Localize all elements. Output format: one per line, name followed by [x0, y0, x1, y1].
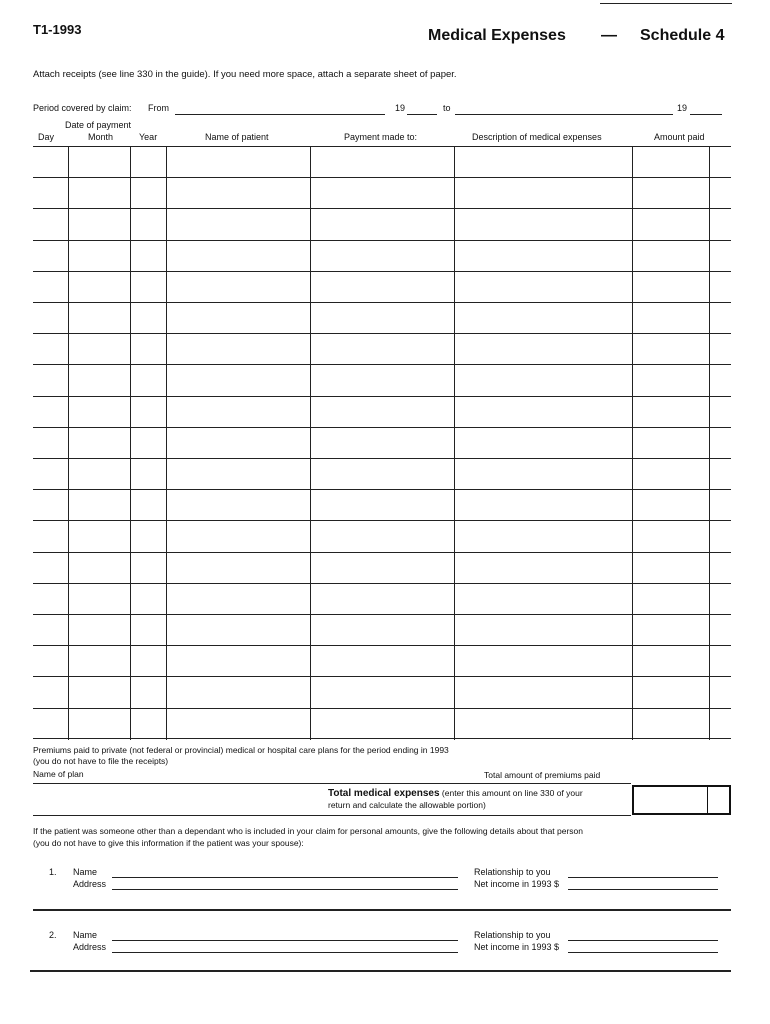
- table-row[interactable]: [33, 520, 731, 521]
- total-label-rest: (enter this amount on line 330 of your: [441, 788, 583, 798]
- table-row[interactable]: [33, 364, 731, 365]
- table-row[interactable]: [33, 458, 731, 459]
- table-column-divider: [310, 146, 311, 740]
- table-column-divider: [68, 146, 69, 740]
- attach-instructions: Attach receipts (see line 330 in the guide). If you need more space, attach a separate sheet of paper.: [33, 69, 457, 80]
- period-year2-field[interactable]: [690, 114, 722, 115]
- col-payee-header: Payment made to:: [344, 132, 418, 142]
- entry1-name-label: Name: [73, 867, 98, 877]
- bottom-rule: [30, 970, 731, 972]
- period-year2-label: 19: [677, 103, 688, 113]
- patient-info-line1: If the patient was someone other than a dependant who is included in your claim for personal amounts, give the following details about that person: [33, 826, 584, 836]
- table-row[interactable]: [33, 208, 731, 209]
- total-cents-divider: [707, 785, 708, 815]
- table-row[interactable]: [33, 396, 731, 397]
- entry2-address-field[interactable]: [112, 952, 458, 953]
- period-from-field[interactable]: [175, 114, 385, 115]
- name-of-plan-field[interactable]: [33, 783, 631, 784]
- table-column-divider: [454, 146, 455, 740]
- entry1-income-field[interactable]: [568, 889, 718, 890]
- col-day-header: Day: [38, 132, 55, 142]
- name-of-plan-label: Name of plan: [33, 769, 84, 779]
- top-rule: [600, 3, 732, 4]
- page-title: Medical Expenses: [428, 27, 566, 44]
- table-row[interactable]: [33, 427, 731, 428]
- total-rule: [33, 815, 631, 816]
- entry2-relationship-field[interactable]: [568, 940, 718, 941]
- entry1-number: 1.: [49, 867, 57, 877]
- table-row[interactable]: [33, 708, 731, 709]
- title-dash: —: [601, 27, 617, 44]
- date-of-payment-header: Date of payment: [65, 120, 132, 130]
- entry1-address-field[interactable]: [112, 889, 458, 890]
- table-column-divider: [166, 146, 167, 740]
- col-year-header: Year: [139, 132, 158, 142]
- entry2-relationship-label: Relationship to you: [474, 930, 551, 940]
- patient-info-line2: (you do not have to give this information if the patient was your spouse):: [33, 838, 304, 848]
- schedule-label: Schedule 4: [640, 27, 725, 44]
- entry2-income-field[interactable]: [568, 952, 718, 953]
- entry1-relationship-label: Relationship to you: [474, 867, 551, 877]
- table-column-divider: [130, 146, 131, 740]
- table-column-divider: [709, 146, 710, 740]
- table-bottom-rule: [33, 738, 731, 739]
- total-premiums-label: Total amount of premiums paid: [484, 770, 601, 780]
- table-row[interactable]: [33, 302, 731, 303]
- entry2-name-field[interactable]: [112, 940, 458, 941]
- total-label-bold: Total medical expenses: [328, 788, 440, 799]
- entry2-name-label: Name: [73, 930, 98, 940]
- entry2-address-label: Address: [73, 942, 107, 952]
- entry1-relationship-field[interactable]: [568, 877, 718, 878]
- table-row[interactable]: [33, 240, 731, 241]
- table-row[interactable]: [33, 645, 731, 646]
- period-label: Period covered by claim:: [33, 103, 132, 113]
- entry2-income-label: Net income in 1993 $: [474, 942, 560, 952]
- period-to-field[interactable]: [455, 114, 673, 115]
- period-to-label: to: [443, 103, 451, 113]
- col-patient-header: Name of patient: [205, 132, 269, 142]
- form-code: T1-1993: [33, 22, 82, 37]
- table-row[interactable]: [33, 489, 731, 490]
- entry1-address-label: Address: [73, 879, 107, 889]
- entry-separator: [33, 909, 731, 911]
- table-row[interactable]: [33, 676, 731, 677]
- col-month-header: Month: [88, 132, 114, 142]
- total-label-line1: [328, 788, 583, 799]
- total-amount-field[interactable]: [632, 785, 731, 815]
- table-row[interactable]: [33, 271, 731, 272]
- premiums-line1: Premiums paid to private (not federal or provincial) medical or hospital care plans for the period ending in 1993: [33, 745, 449, 755]
- entry2-number: 2.: [49, 930, 57, 940]
- table-header-rule: [33, 146, 731, 147]
- premiums-line2: (you do not have to file the receipts): [33, 756, 169, 766]
- period-year1-label: 19: [395, 103, 406, 113]
- table-column-divider: [632, 146, 633, 740]
- table-row[interactable]: [33, 177, 731, 178]
- period-from-label: From: [148, 103, 169, 113]
- period-year1-field[interactable]: [407, 114, 437, 115]
- col-description-header: Description of medical expenses: [472, 132, 602, 142]
- total-label-line2: return and calculate the allowable portion): [328, 800, 486, 810]
- table-row[interactable]: [33, 333, 731, 334]
- entry1-income-label: Net income in 1993 $: [474, 879, 560, 889]
- col-amount-header: Amount paid: [654, 132, 705, 142]
- table-row[interactable]: [33, 583, 731, 584]
- entry1-name-field[interactable]: [112, 877, 458, 878]
- table-row[interactable]: [33, 552, 731, 553]
- table-row[interactable]: [33, 614, 731, 615]
